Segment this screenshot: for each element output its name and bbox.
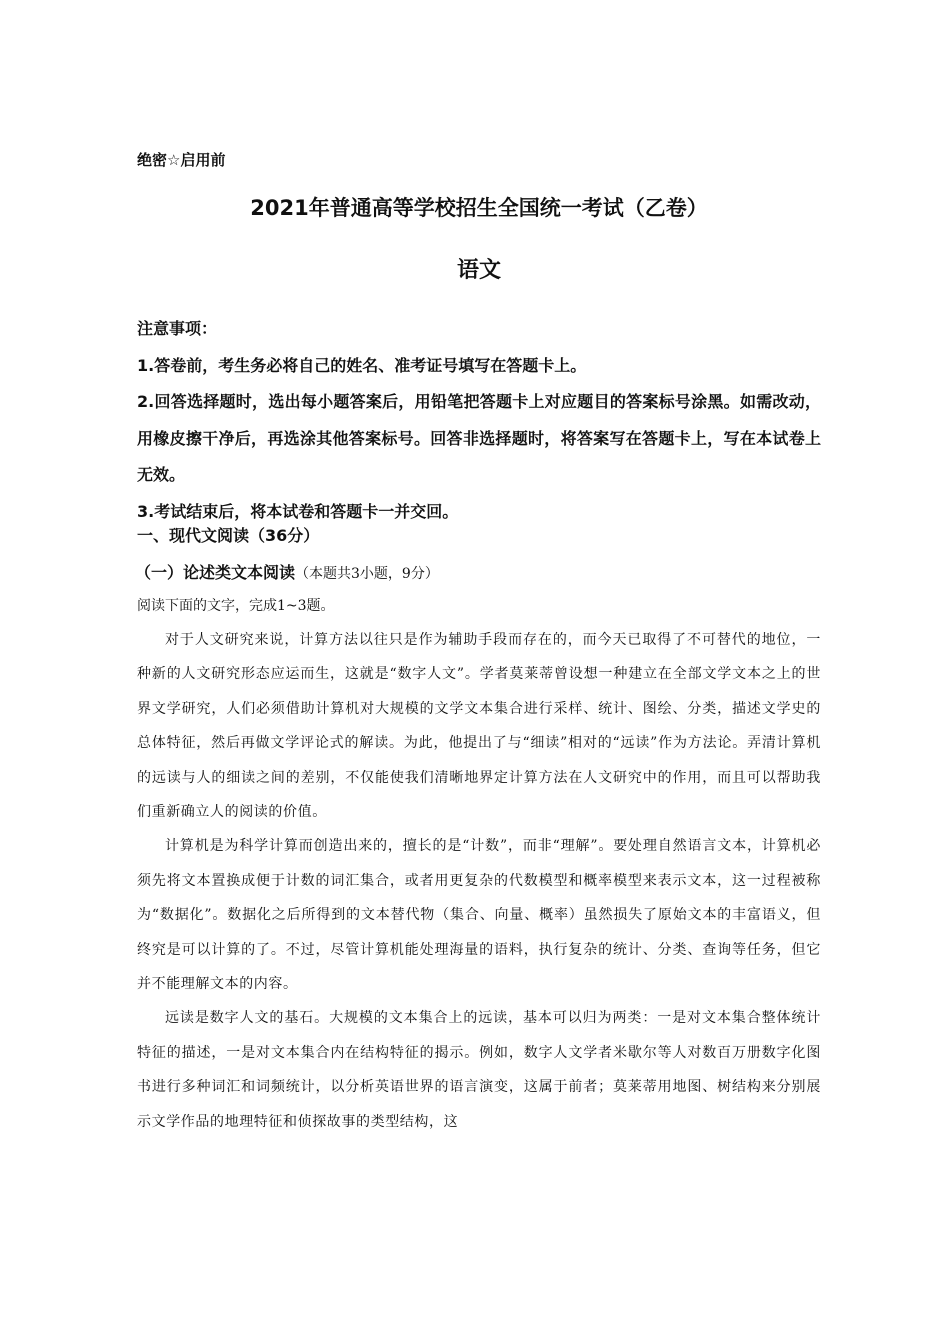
reading-instruction: 阅读下面的文字，完成1~3题。 [137, 598, 335, 614]
note-item: 1.答卷前，考生务必将自己的姓名、准考证号填写在答题卡上。 [137, 355, 587, 375]
notes-block [137, 311, 821, 530]
subsection-title: （一）论述类文本阅读 [135, 563, 296, 582]
passage-paragraph: 计算机是为科学计算而创造出来的，擅长的是“计数”，而非“理解”。要处理自然语言文本，计算机必须先将文本置换成便于计数的词汇集合，或者用更复杂的代数模型和概率模型来表示文本，这一过程被称为“数据化”。数据化之后所得到的文本替代物（集合、向量、概率）虽然损失了原始文本的丰富语义，但终究是可以计算的了。不过，尽管计算机能处理海量的语料，执行复杂的统计、分类、查询等任务，但它并不能理解文本的内容。 [137, 838, 821, 993]
subsection-heading [135, 561, 439, 586]
note-item: 2.回答选择题时，选出每小题答案后，用铅笔把答题卡上对应题目的答案标号涂黑。如需改动，用橡皮擦干净后，再选涂其他答案标号。回答非选择题时，将答案写在答题卡上，写在本试卷上无效。 [137, 392, 821, 484]
notes-heading: 注意事项： [137, 319, 218, 338]
passage-paragraph: 对于人文研究来说，计算方法以往只是作为辅助手段而存在的，而今天已取得了不可替代的地位，一种新的人文研究形态应运而生，这就是“数字人文”。学者莫莱蒂曾设想一种建立在全部文学文本之上的世界文学研究，人们必须借助计算机对大规模的文学文本集合进行采样、统计、图绘、分类，描述文学史的总体特征，然后再做文学评论式的解读。为此，他提出了与“细读”相对的“远读”作为方法论。弄清计算机的远读与人的细读之间的差别，不仅能使我们清晰地界定计算方法在人文研究中的作用，而且可以帮助我们重新确立人的阅读的价值。 [137, 632, 821, 821]
passage-paragraph: 远读是数字人文的基石。大规模的文本集合上的远读，基本可以归为两类：一是对文本集合整体统计特征的描述，一是对文本集合内在结构特征的揭示。例如，数字人文学者米歇尔等人对数百万册数字化图书进行多种词汇和词频统计，以分析英语世界的语言演变，这属于前者；莫莱蒂用地图、树结构来分别展示文学作品的地理特征和侦探故事的类型结构，这 [137, 1010, 821, 1130]
note-item: 3.考试结束后，将本试卷和答题卡一并交回。 [137, 501, 459, 521]
secret-label: 绝密☆启用前 [137, 151, 226, 169]
section-title: 一、现代文阅读（36分） [137, 526, 320, 545]
reading-passage [137, 623, 821, 1139]
exam-title: 2021年普通高等学校招生全国统一考试（乙卷） [250, 196, 708, 220]
subject-title: 语文 [456, 258, 501, 283]
subsection-note: （本题共3小题，9分） [295, 566, 439, 582]
